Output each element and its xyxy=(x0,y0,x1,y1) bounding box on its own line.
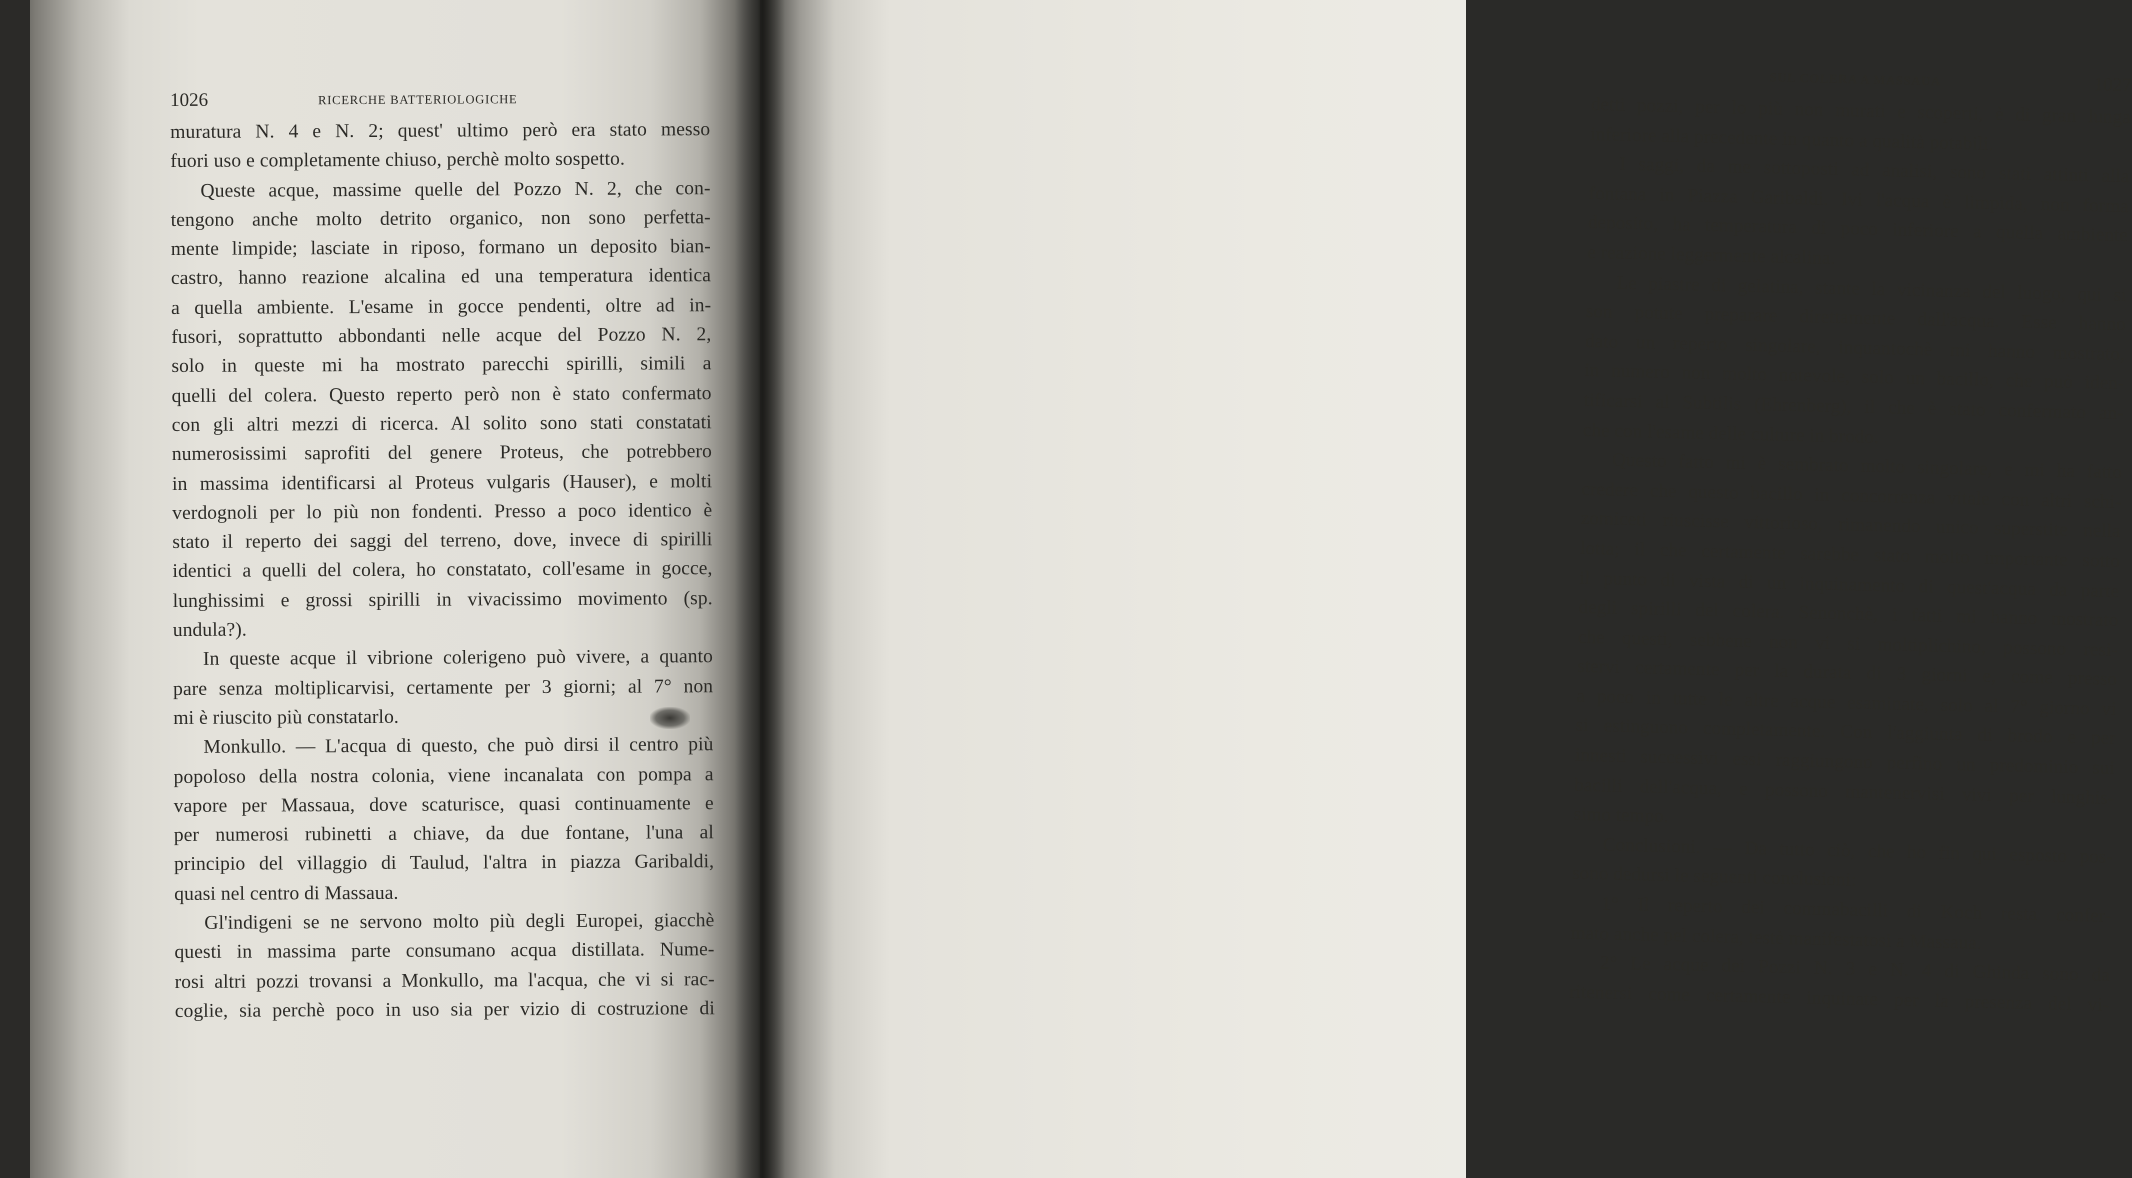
text-line: mente limpide; lasciate in riposo, formano un deposito bian- xyxy=(170,236,711,261)
text-line: identici a quelli del colera, ho constatato, coll'esame in gocce, xyxy=(172,558,713,583)
text-line: deposito, ha temperatura di poco inferiore a quella ambiente xyxy=(1587,212,2129,247)
left-page xyxy=(0,0,760,1178)
text-line: muratura N. 4 e N. 2; quest' ultimo però era stato messo xyxy=(170,119,711,143)
page-number: 1027 xyxy=(2093,74,2132,97)
text-line: castro, hanno reazione alcalina ed una temperatura identica xyxy=(170,265,712,290)
running-head: SUL COLERA A MASSAUA xyxy=(1769,70,1942,89)
text-line: a quella ambiente. L'esame in gocce pendenti, oltre ad in- xyxy=(171,294,712,319)
text-line: con gli altri mezzi di ricerca. Al solito sono stati constatati xyxy=(171,412,712,436)
text-line: lunghissimi e grossi spirilli in vivacissimo movimento (sp. xyxy=(172,587,713,612)
page-edge-shadow xyxy=(0,0,30,1178)
text-line: per numerosi rubinetti a chiave, da due fontane, l'una al xyxy=(173,822,714,847)
text-line: zomiceti riuscisse vittorioso, rimanendo unico superstite nella xyxy=(1580,508,2121,543)
text-line: si estinguono completamente. Con l'aggiunta di brodo e per xyxy=(1575,715,2116,750)
text-line: stato il reperto dei saggi del terreno, dove, invece di spirilli xyxy=(172,529,713,554)
text-line: tificarsi al Subtilis (Ehrenberg), il che è stato confermato an- xyxy=(1583,389,2124,425)
text-line: inferiore alla precedente in quanto a qualità potabili. xyxy=(1589,123,1994,155)
text-line: Le piastre di gelatina, stante la vicinanza del luogo, qui si xyxy=(1616,272,2127,306)
text-line: son potute preparare direttamente dall'acqua. Esse hanno xyxy=(1585,301,2126,336)
text-line: in numero non molto notevole, solo un bacillo, che può iden- xyxy=(1584,360,2125,395)
right-body-text xyxy=(1569,90,2131,1020)
text-line: quasi nel centro di Massaua. xyxy=(174,882,399,905)
right-page xyxy=(760,0,2132,1178)
text-line: ritenersi come certamente inquinate per la presenza del vi- xyxy=(1569,981,2110,1016)
text-line: verdognoli per lo più non fondenti. Presso a poco identico è xyxy=(172,500,713,524)
text-line: pare senza moltiplicarvisi, certamente per 3 giorni; al 7° non xyxy=(173,675,714,700)
text-line: stervi certamente per la durata di 3 giorni e, come presso xyxy=(1576,656,2118,691)
left-text-block xyxy=(170,87,715,1026)
text-line: bacilli dell'acqua, e possono mantenervisi vivi per lunghis- xyxy=(1574,774,2115,809)
text-line: lotta; il che certamente sarebbe stato molto importante sotto xyxy=(1579,537,2121,572)
text-line: 1° Il reperto dei commabacilli di Koch resta confer- xyxy=(1601,893,2112,927)
text-line: rosi altri pozzi trovansi a Monkullo, ma l'acqua, che vi si rac- xyxy=(174,968,715,993)
text-line: simo tempo. xyxy=(1573,804,1669,828)
text-line: popoloso della nostra colonia, viene incanalata con pompa a xyxy=(173,763,714,788)
text-line: sono dedursi le seguenti conclusioni: xyxy=(1571,863,1857,892)
running-head: RICERCHE BATTERIOLOGICHE xyxy=(318,92,518,108)
text-line: coglie, sia perchè poco in uso sia per vizio di costruzione di xyxy=(174,998,715,1022)
ink-blot xyxy=(650,707,690,729)
text-line: a poco in tutte le altre acque esaminate, solo al 7° giorno vi xyxy=(1576,685,2117,720)
text-line: principio del villaggio di Taulud, l'altra in piazza Garibaldi, xyxy=(174,851,715,876)
text-line: fontana in Piazza Garibaldi. Ivi l'acqua è limpida, non forma xyxy=(1588,182,2129,217)
text-line: In queste acque il vibrione colerigeno può vivere, a quanto xyxy=(202,646,714,671)
text-line: tengono anche molto detrito organico, non sono perfetta- xyxy=(170,207,711,231)
text-line: che con l'esame delle culture in brodo. xyxy=(1582,419,1880,448)
text-line: quelli del colera. Questo reperto però non è stato confermato xyxy=(171,382,712,407)
right-text-block xyxy=(1569,62,2132,1020)
text-line: innesti successivi essi raggiungono perfino un predominio sui xyxy=(1574,744,2116,780)
text-line: dato un reperto singolare, inquantochè mi hanno mostrato, xyxy=(1584,330,2126,365)
text-line: I saggi, da me sottoposti ad analisi, sono stati attinti alla xyxy=(1619,153,2130,188)
text-line: fuori uso e completamente chiuso, perchè molto sospetto. xyxy=(170,148,625,173)
text-line: Queste acque, massime quelle del Pozzo N. 2, che con- xyxy=(200,177,711,202)
text-line: numerosissimi saprofiti del genere Proteus, che potrebbero xyxy=(171,441,712,466)
text-line: Monkullo. — L'acqua di questo, che può dirsi il centro più xyxy=(203,734,714,759)
text-line: credere che questo bacillo in concorrenza vitale con altri schi- xyxy=(1581,478,2122,513)
page-number: 1026 xyxy=(170,89,209,111)
text-line: Questo fatto mi è sembrato molto singolare, e mi ha fatto xyxy=(1612,449,2123,484)
text-line: 2° Le acque dei Pozzi N. 3 e N. 4 di Ghinda sono da xyxy=(1599,952,2111,987)
text-line: mi è riuscito più constatarlo. xyxy=(173,706,399,729)
text-line: degli spirilli del colera. Senonchè, i fatti mi hanno mostrato xyxy=(1578,596,2119,632)
text-line: fusori, soprattutto abbondanti nelle acque del Pozzo N. 2, xyxy=(171,324,712,349)
left-page-header xyxy=(170,87,710,118)
left-body-text xyxy=(170,115,715,1026)
text-line: che questi, sebbene non vi si moltiplichino, possono resi- xyxy=(1577,626,2119,661)
text-line: undula?). xyxy=(172,619,247,642)
text-line: vapore per Massaua, dove scaturisce, quasi continuamente e xyxy=(173,792,714,817)
book-gutter xyxy=(735,0,785,1178)
text-line: solo in queste mi ha mostrato parecchi spirilli, simili a xyxy=(171,353,712,378)
text-line: questi in massima parte consumano acqua distillata. Nume- xyxy=(174,939,715,964)
text-line: e reazione leggermente alcalina. xyxy=(1587,241,1836,269)
text-line: Conclusioni. — Da tutto ciò, che ho fin qui esposto pos- xyxy=(1602,834,2113,868)
text-line: detti pozzi, per lo più non murati e scoperti, è di gran lunga xyxy=(1590,93,2132,129)
text-line: Gl'indigeni se ne servono molto più degli Europei, giacchè xyxy=(204,910,715,934)
text-line: il punto di vista di un inquinamento di quest'acqua da parte xyxy=(1579,567,2120,602)
text-line: mato anche pel colera, testè manifestatosi a Massaua. xyxy=(1570,922,1982,954)
text-line: in massima identificarsi al Proteus vulgaris (Hauser), e molti xyxy=(172,470,713,495)
